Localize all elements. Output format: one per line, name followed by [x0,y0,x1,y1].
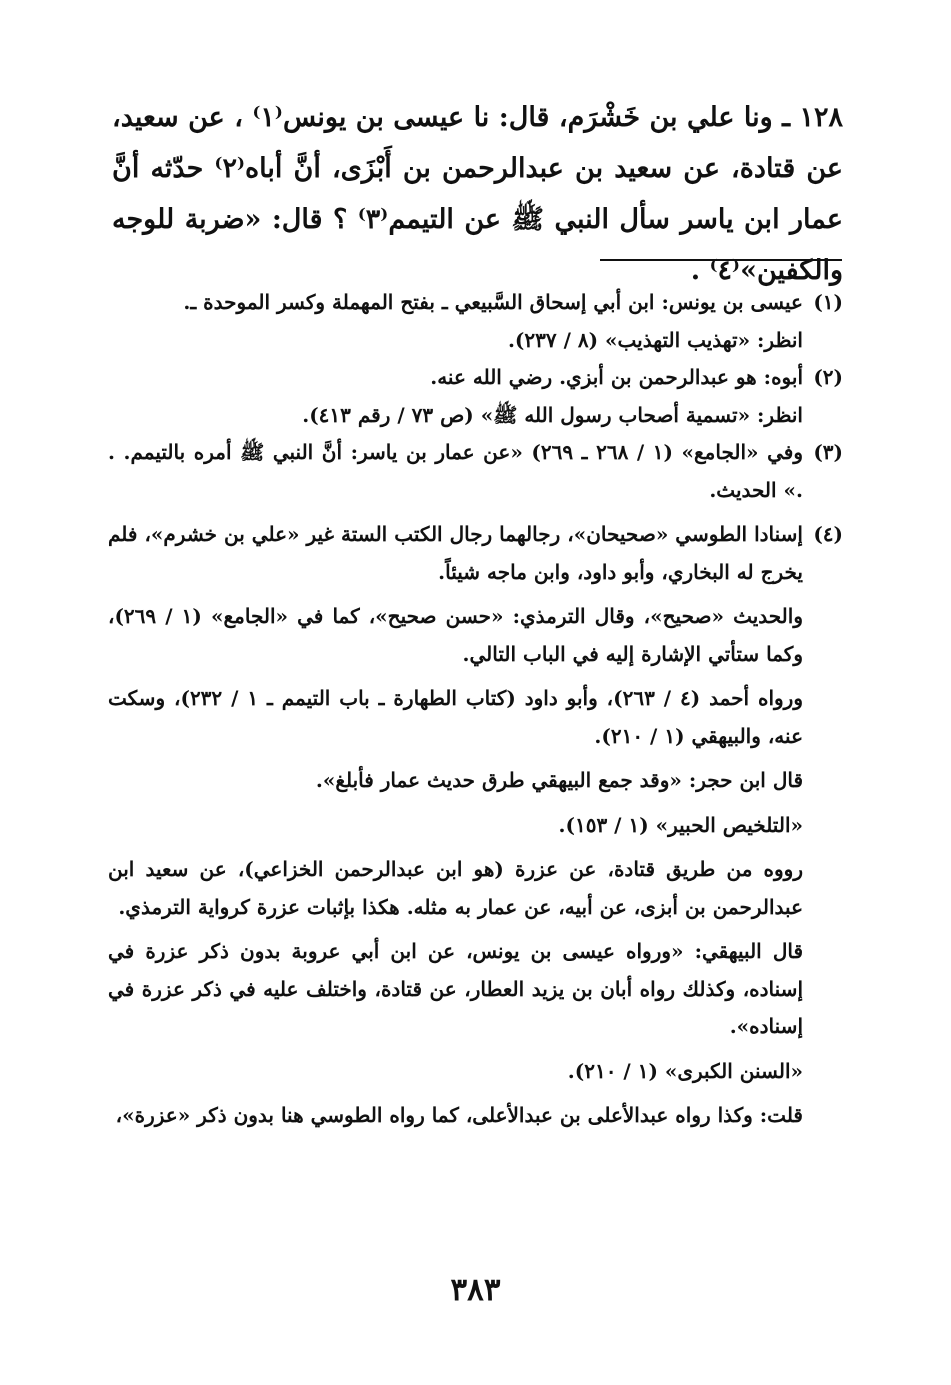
footnote-4-para-9: قلت: وكذا رواه عبدالأعلى بن عبدالأعلى، كما رواه الطوسي هنا بدون ذكر «عزرة»، [115,1103,803,1127]
footnote-4-para-3: ورواه أحمد (٤ / ٢٦٣)، وأبو داود (كتاب الطهارة ـ باب التيمم ـ ١ / ٢٣٢)، وسكت عنه، والبيهقي (١ / ٢١٠). [108,686,803,748]
page-number: ٣٨٣ [450,1272,501,1308]
footnote-2-reference: انظر: «تسمية أصحاب رسول الله ﷺ» (ص ٧٣ / رقم ٤١٣). [302,402,803,427]
footnote-4 [108,516,843,1142]
footnote-4-para-6: رووه من طريق قتادة، عن عزرة (هو ابن عبدالرحمن الخزاعي)، عن سعيد ابن عبدالرحمن بن أبزى، عن أبيه، عن عمار به مثله. هكذا بإثبات عزرة كرواية الترمذي. [108,857,803,919]
footnote-4-para-7: قال البيهقي: «ورواه عيسى بن يونس، عن ابن أبي عروبة بدون ذكر عزرة في إسناده، وكذلك رواه أبان بن يزيد العطار، عن قتادة، واختلف عليه في ذكر عزرة في إسناده». [108,939,803,1038]
footnotes [108,284,843,1142]
footnote-number: (٣) [813,440,843,464]
footnote-body: عيسى بن يونس: ابن أبي إسحاق السَّبيعي ـ بفتح المهملة وكسر الموحدة ـ. [183,290,803,314]
footnote-1 [108,284,843,322]
hadith-text [112,92,843,296]
footnote-4-para-2: والحديث «صحيح»، وقال الترمذي: «حسن صحيح»، كما في «الجامع» (١ / ٢٦٩)، وكما ستأتي الإشارة إليه في الباب التالي. [108,604,803,666]
footnote-3 [108,434,843,516]
footnote-4-para-1: إسنادا الطوسي «صحيحان»، رجالهما رجال الكتب الستة غير «علي بن خشرم»، فلم يخرج له البخاري، وأبو داود، وابن ماجه شيئاً. [108,522,803,584]
footnote-4-para-4: قال ابن حجر: «وقد جمع البيهقي طرق حديث عمار فأبلغ». [315,768,803,792]
footnote-4-para-8: «السنن الكبرى» (١ / ٢١٠). [567,1058,803,1083]
footnote-4-para-5: «التلخيص الحبير» (١ / ١٥٣). [558,812,803,837]
footnote-1-reference: انظر: «تهذيب التهذيب» (٨ / ٢٣٧). [507,327,803,352]
footnote-body [108,434,803,516]
footnote-number: (٢) [813,365,843,389]
footnote-separator [600,259,842,261]
footnote-number: (٤) [813,522,843,546]
footnote-body [108,516,803,1142]
footnote-3-text: وفي «الجامع» (١ / ٢٦٨ ـ ٢٦٩) «عن عمار بن ياسر: أنَّ النبي ﷺ أمره بالتيمم. . .» الحديث. [108,440,803,502]
hadith-128: ١٢٨ ـ ونا علي بن خَشْرَم، قال: نا عيسى بن يونس⁽١⁾ ، عن سعيد، عن قتادة، عن سعيد بن عبدالرحمن بن أَبْزَى، أنَّ أباه⁽٢⁾ حدّثه أنَّ عمار ابن ياسر سأل النبي ﷺ عن التيمم⁽٣⁾ ؟ قال: «ضربة للوجه والكفين»⁽٤⁾ . [112,102,843,286]
footnote-number: (١) [813,290,843,314]
footnote-2 [108,359,843,397]
footnote-body: أبوه: هو عبدالرحمن بن أبزي. رضي الله عنه. [430,365,803,389]
